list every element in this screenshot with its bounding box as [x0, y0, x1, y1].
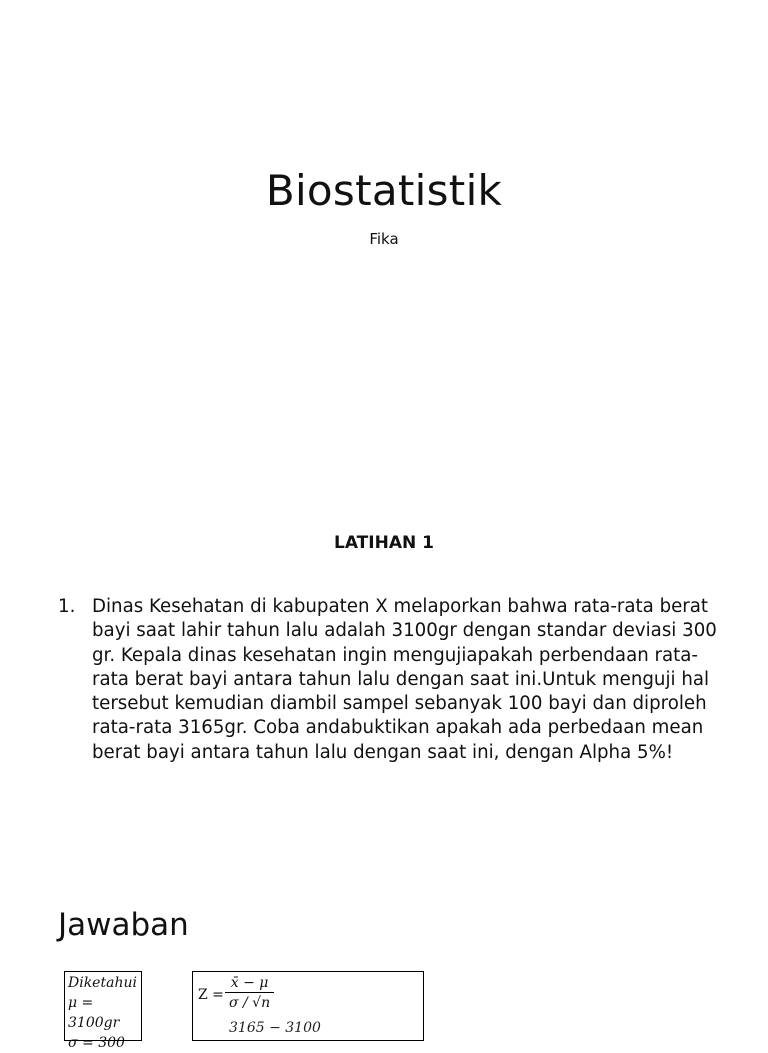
formula-denominator: σ / √n [229, 995, 271, 1011]
presentation-author: Fika [369, 230, 399, 248]
z-formula-box [192, 971, 424, 1041]
formula-substitution: 3165 − 3100 [229, 1020, 321, 1036]
formula-fraction [225, 974, 274, 1013]
exercise-heading: LATIHAN 1 [334, 533, 434, 553]
question-text: Dinas Kesehatan di kabupaten X melaporkan bahwa rata-rata berat bayi saat lahir tahun lalu adalah 3100gr dengan standar deviasi 300 gr. Kepala dinas kesehatan ingin mengujiapakah perbendaan rata-rata berat bayi antara tahun lalu dengan saat ini.Untuk menguji hal tersebut kemudian diambil sampel sebanyak 100 bayi dan diproleh rata-rata 3165gr. Coba andabuktikan apakah ada perbedaan mean berat bayi antara tahun lalu dengan saat ini, dengan Alpha 5%! [92, 596, 717, 763]
presentation-title: Biostatistik [265, 166, 503, 215]
answer-heading: Jawaban [58, 907, 189, 943]
question-number: 1. [58, 596, 76, 617]
known-label: Diketahui [68, 975, 137, 991]
known-sd: σ = 300 [68, 1035, 125, 1051]
formula-lhs: Z = [198, 987, 224, 1003]
question-list [58, 595, 718, 765]
known-mean: μ = 3100gr [68, 995, 120, 1031]
question-item [58, 595, 718, 765]
known-values-box [64, 971, 142, 1051]
formula-numerator: x̄ − μ [225, 974, 274, 993]
